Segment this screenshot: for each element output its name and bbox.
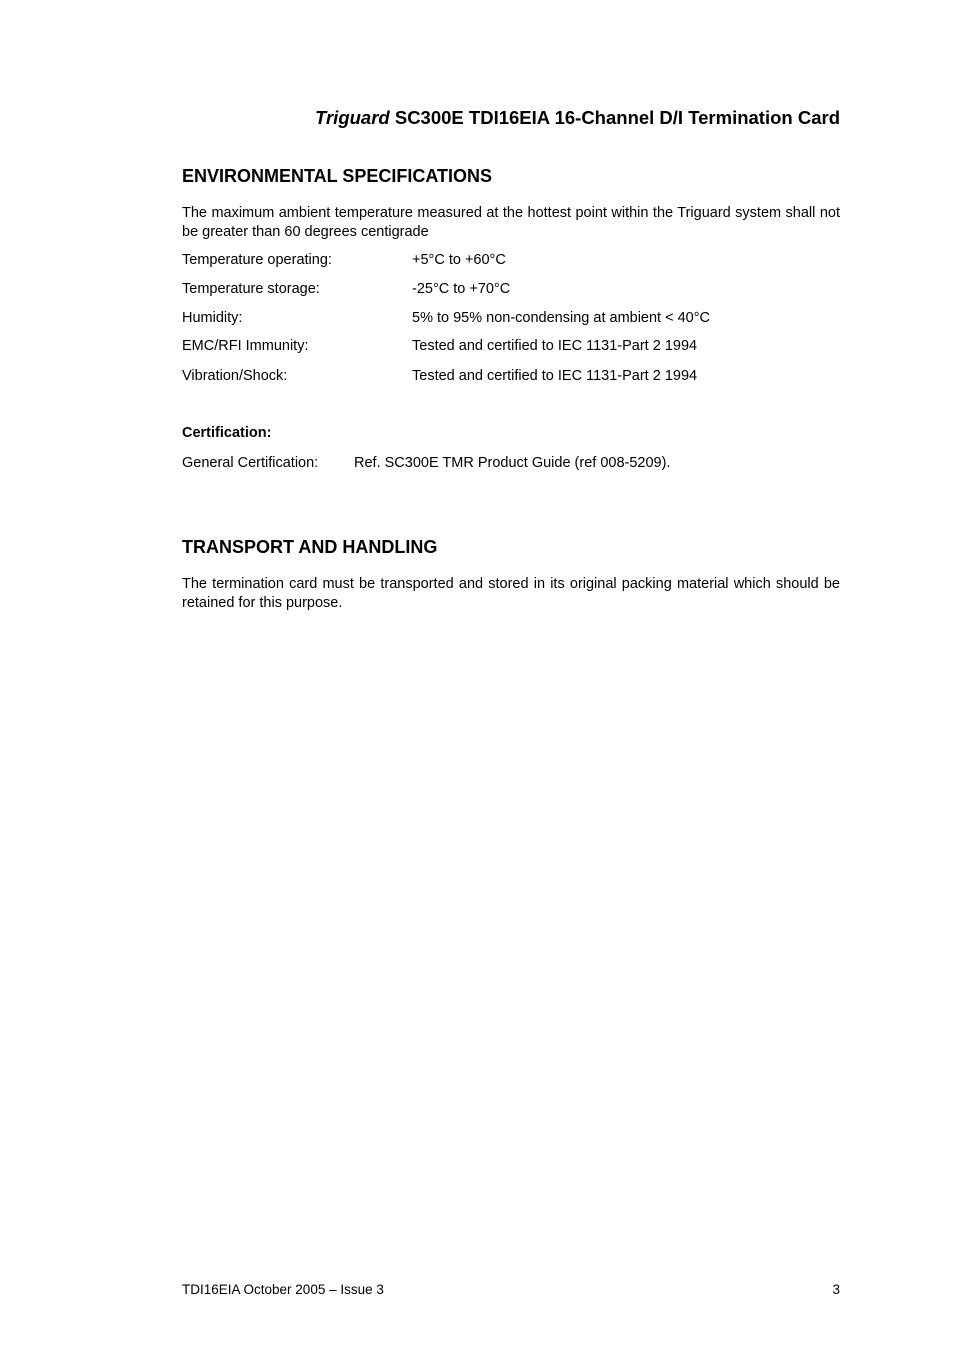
spec-value: -25°C to +70°C: [412, 281, 511, 297]
environmental-intro: The maximum ambient temperature measured at the hottest point within the Triguard system shall not be greater than 60 degrees centigrade: [182, 205, 840, 240]
certification-value: Ref. SC300E TMR Product Guide (ref 008-5209).: [354, 455, 671, 471]
transport-body: The termination card must be transported and stored in its original packing material which should be retained for this purpose.: [182, 576, 840, 611]
spec-label: EMC/RFI Immunity:: [182, 338, 309, 354]
spec-label: Vibration/Shock:: [182, 368, 288, 384]
spec-value: +5°C to +60°C: [412, 252, 506, 268]
spec-label: Temperature operating:: [182, 252, 332, 268]
certification-label: General Certification:: [182, 455, 319, 471]
transport-heading: TRANSPORT AND HANDLING: [182, 537, 438, 557]
header-brand: Triguard: [315, 107, 390, 128]
environmental-heading: ENVIRONMENTAL SPECIFICATIONS: [182, 166, 493, 186]
spec-value: 5% to 95% non-condensing at ambient < 40°C: [412, 310, 711, 326]
spec-label: Humidity:: [182, 310, 243, 326]
spec-value: Tested and certified to IEC 1131-Part 2 1994: [412, 338, 698, 354]
header-title: SC300E TDI16EIA 16-Channel D/I Termination Card: [394, 107, 840, 128]
spec-value: Tested and certified to IEC 1131-Part 2 1994: [412, 368, 698, 384]
spec-label: Temperature storage:: [182, 281, 320, 297]
document-header: [315, 107, 840, 129]
footer-page-number: 3: [832, 1282, 840, 1297]
certification-heading: Certification:: [182, 425, 272, 441]
footer-document-reference: TDI16EIA October 2005 – Issue 3: [182, 1282, 384, 1297]
